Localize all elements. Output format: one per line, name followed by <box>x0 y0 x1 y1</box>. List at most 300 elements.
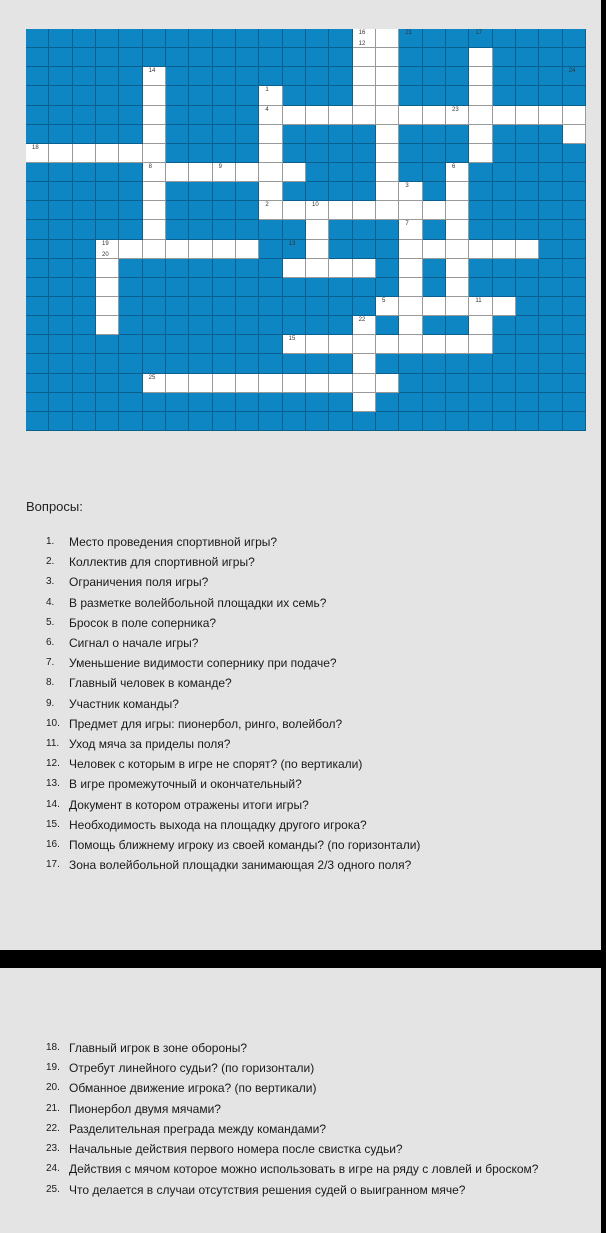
crossword-cell-empty[interactable] <box>236 374 259 393</box>
crossword-cell-blocked <box>563 393 586 412</box>
crossword-cell-blocked <box>423 393 446 412</box>
crossword-cell-blocked <box>119 297 142 316</box>
crossword-cell-empty[interactable] <box>423 201 446 220</box>
clue-number: 17 <box>475 30 483 36</box>
crossword-cell-empty[interactable] <box>446 297 469 316</box>
crossword-cell-empty[interactable] <box>259 163 282 182</box>
crossword-cell-blocked <box>49 163 72 182</box>
crossword-cell-blocked <box>213 125 236 144</box>
crossword-cell-blocked <box>189 86 212 105</box>
crossword-cell-empty[interactable] <box>469 144 492 163</box>
crossword-cell-blocked <box>213 220 236 239</box>
crossword-cell-empty[interactable] <box>353 67 376 86</box>
crossword-cell-blocked <box>283 220 306 239</box>
clue-number: 19 <box>102 240 109 247</box>
crossword-cell-empty[interactable] <box>306 240 329 259</box>
crossword-cell-empty[interactable] <box>376 144 399 163</box>
crossword-cell-blocked <box>236 335 259 354</box>
question-number: 7. <box>46 657 55 669</box>
crossword-cell-empty[interactable] <box>143 240 166 259</box>
crossword-cell-empty[interactable] <box>166 240 189 259</box>
crossword-cell-blocked <box>563 278 586 297</box>
crossword-cell-blocked <box>516 259 539 278</box>
question-number: 18. <box>46 1042 60 1053</box>
crossword-cell-empty[interactable] <box>283 259 306 278</box>
crossword-cell-empty[interactable] <box>73 144 96 163</box>
question-text: В разметке волейбольной площадки их семь? <box>69 595 327 610</box>
crossword-cell-blocked <box>446 125 469 144</box>
crossword-cell-blocked <box>399 374 422 393</box>
crossword-cell-blocked <box>49 201 72 220</box>
crossword-cell-empty[interactable] <box>399 182 422 201</box>
crossword-cell-empty[interactable] <box>143 163 166 182</box>
crossword-cell-blocked <box>213 393 236 412</box>
crossword-cell-empty[interactable] <box>376 163 399 182</box>
crossword-cell-blocked <box>423 86 446 105</box>
crossword-cell-empty[interactable] <box>399 240 422 259</box>
crossword-cell-empty[interactable] <box>376 48 399 67</box>
crossword-cell-blocked <box>516 393 539 412</box>
clue-number: 21 <box>405 30 413 36</box>
crossword-cell-empty[interactable] <box>96 144 119 163</box>
crossword-cell-blocked <box>236 220 259 239</box>
crossword-cell-empty[interactable] <box>306 259 329 278</box>
crossword-cell-empty[interactable] <box>376 182 399 201</box>
crossword-cell-empty[interactable] <box>353 374 376 393</box>
crossword-cell-blocked <box>493 374 516 393</box>
crossword-cell-blocked <box>236 297 259 316</box>
crossword-cell-empty[interactable] <box>119 240 142 259</box>
crossword-cell-blocked <box>259 316 282 335</box>
crossword-cell-empty[interactable] <box>143 106 166 125</box>
crossword-cell-blocked <box>306 29 329 48</box>
question-number: 17. <box>46 859 60 871</box>
crossword-cell-blocked <box>259 48 282 67</box>
crossword-cell-empty[interactable] <box>306 220 329 239</box>
crossword-cell-blocked <box>516 335 539 354</box>
crossword-cell-blocked <box>119 374 142 393</box>
crossword-cell-empty[interactable] <box>259 144 282 163</box>
crossword-cell-empty[interactable] <box>143 125 166 144</box>
crossword-cell-empty[interactable] <box>353 201 376 220</box>
crossword-cell-blocked <box>49 316 72 335</box>
crossword-cell-empty[interactable] <box>283 374 306 393</box>
crossword-cell-empty[interactable] <box>376 29 399 48</box>
question-text: Пионербол двумя мячами? <box>69 1101 221 1116</box>
crossword-cell-blocked <box>329 412 352 431</box>
crossword-cell-empty[interactable] <box>493 106 516 125</box>
crossword-cell-blocked <box>563 220 586 239</box>
crossword-cell-empty[interactable] <box>213 240 236 259</box>
crossword-cell-blocked <box>423 163 446 182</box>
crossword-cell-blocked <box>423 144 446 163</box>
crossword-cell-blocked <box>469 278 492 297</box>
crossword-cell-blocked <box>516 29 539 48</box>
crossword-cell-blocked <box>49 29 72 48</box>
crossword-cell-blocked <box>446 316 469 335</box>
crossword-cell-blocked <box>493 29 516 48</box>
question-item <box>46 734 420 754</box>
crossword-cell-blocked <box>329 182 352 201</box>
crossword-cell-empty[interactable] <box>259 201 282 220</box>
crossword-cell-empty[interactable] <box>446 335 469 354</box>
question-number: 8. <box>46 677 55 689</box>
crossword-cell-blocked <box>283 297 306 316</box>
crossword-cell-blocked <box>49 374 72 393</box>
crossword-cell-blocked <box>306 393 329 412</box>
crossword-cell-blocked <box>119 125 142 144</box>
crossword-cell-empty[interactable] <box>166 163 189 182</box>
crossword-cell-blocked <box>329 29 352 48</box>
question-item <box>46 593 420 613</box>
crossword-cell-empty[interactable] <box>119 144 142 163</box>
crossword-cell-empty[interactable] <box>353 106 376 125</box>
question-number: 21. <box>46 1102 60 1114</box>
crossword-cell-empty[interactable] <box>143 86 166 105</box>
crossword-cell-empty[interactable] <box>259 86 282 105</box>
question-number: 16. <box>46 839 60 851</box>
crossword-cell-empty[interactable] <box>423 240 446 259</box>
crossword-cell-blocked <box>399 67 422 86</box>
question-text: Ограничения поля игры? <box>69 575 209 590</box>
crossword-cell-blocked <box>259 67 282 86</box>
crossword-cell-empty[interactable] <box>283 163 306 182</box>
crossword-cell-blocked <box>516 278 539 297</box>
crossword-cell-empty[interactable] <box>376 374 399 393</box>
crossword-cell-blocked <box>353 278 376 297</box>
crossword-cell-blocked <box>399 48 422 67</box>
crossword-cell-empty[interactable] <box>376 86 399 105</box>
crossword-cell-empty[interactable] <box>446 259 469 278</box>
crossword-cell-blocked <box>73 240 96 259</box>
crossword-cell-blocked <box>26 412 49 431</box>
question-number: 9. <box>46 697 55 709</box>
question-number: 4. <box>46 596 55 608</box>
crossword-cell-empty[interactable] <box>353 335 376 354</box>
crossword-cell-blocked <box>166 412 189 431</box>
crossword-cell-empty[interactable] <box>96 316 119 335</box>
crossword-cell-empty[interactable] <box>96 278 119 297</box>
crossword-cell-blocked <box>539 259 562 278</box>
crossword-cell-blocked <box>283 48 306 67</box>
crossword-cell-blocked <box>26 297 49 316</box>
crossword-cell-empty[interactable] <box>399 106 422 125</box>
crossword-cell-blocked <box>376 240 399 259</box>
crossword-cell-blocked <box>236 86 259 105</box>
crossword-cell-blocked <box>283 393 306 412</box>
question-text: Документ в котором отражены итоги игры? <box>69 797 309 812</box>
crossword-cell-blocked <box>26 335 49 354</box>
question-text: Обманное движение игрока? (по вертикали) <box>69 1081 317 1096</box>
crossword-cell-empty[interactable] <box>516 106 539 125</box>
crossword-cell-blocked <box>96 201 119 220</box>
crossword-cell-empty[interactable] <box>259 182 282 201</box>
question-number: 23. <box>46 1143 60 1155</box>
crossword-cell-blocked <box>96 163 119 182</box>
crossword-cell-empty[interactable] <box>259 374 282 393</box>
crossword-cell-empty[interactable] <box>353 354 376 373</box>
crossword-cell-empty[interactable] <box>469 86 492 105</box>
crossword-cell-empty[interactable] <box>446 201 469 220</box>
crossword-cell-blocked <box>119 412 142 431</box>
clue-number: 3 <box>405 183 409 190</box>
crossword-cell-blocked <box>329 163 352 182</box>
crossword-cell-blocked <box>563 297 586 316</box>
crossword-cell-blocked <box>73 67 96 86</box>
crossword-cell-empty[interactable] <box>213 163 236 182</box>
crossword-cell-blocked <box>516 412 539 431</box>
crossword-cell-empty[interactable] <box>376 125 399 144</box>
crossword-cell-blocked <box>166 393 189 412</box>
crossword-cell-blocked <box>26 354 49 373</box>
question-number: 3. <box>46 576 55 588</box>
crossword-cell-empty[interactable] <box>376 297 399 316</box>
crossword-cell-blocked <box>119 29 142 48</box>
crossword-cell-empty[interactable] <box>376 335 399 354</box>
crossword-cell-blocked <box>189 201 212 220</box>
crossword-grid <box>26 29 586 431</box>
crossword-cell-empty[interactable] <box>469 335 492 354</box>
crossword-cell-blocked <box>26 29 49 48</box>
crossword-cell-blocked <box>283 125 306 144</box>
crossword-cell-blocked <box>236 201 259 220</box>
crossword-cell-blocked <box>539 144 562 163</box>
crossword-cell-blocked <box>143 412 166 431</box>
crossword-cell-blocked <box>73 48 96 67</box>
crossword-cell-empty[interactable] <box>446 163 469 182</box>
crossword-cell-empty[interactable] <box>399 297 422 316</box>
crossword-cell-blocked <box>306 67 329 86</box>
crossword-cell-empty[interactable] <box>446 182 469 201</box>
crossword-cell-blocked <box>306 125 329 144</box>
crossword-cell-blocked <box>376 354 399 373</box>
crossword-cell-blocked <box>259 354 282 373</box>
crossword-cell-blocked <box>166 144 189 163</box>
crossword-cell-blocked <box>49 259 72 278</box>
crossword-cell-blocked <box>493 163 516 182</box>
crossword-cell-blocked <box>446 67 469 86</box>
crossword-cell-empty[interactable] <box>469 106 492 125</box>
crossword-cell-blocked <box>189 354 212 373</box>
crossword-cell-empty[interactable] <box>236 163 259 182</box>
crossword-cell-empty[interactable] <box>376 201 399 220</box>
crossword-cell-blocked <box>423 278 446 297</box>
question-text: Необходимость выхода на площадку другого игрока? <box>69 817 367 832</box>
crossword-cell-blocked <box>96 335 119 354</box>
crossword-cell-empty[interactable] <box>399 201 422 220</box>
crossword-cell-empty[interactable] <box>166 374 189 393</box>
crossword-cell-empty[interactable] <box>399 316 422 335</box>
crossword-cell-empty[interactable] <box>143 220 166 239</box>
crossword-cell-blocked <box>259 259 282 278</box>
crossword-cell-blocked <box>236 278 259 297</box>
crossword-cell-empty[interactable] <box>423 335 446 354</box>
crossword-cell-empty[interactable] <box>469 48 492 67</box>
crossword-cell-empty[interactable] <box>329 106 352 125</box>
crossword-cell-blocked <box>213 412 236 431</box>
crossword-cell-blocked <box>563 182 586 201</box>
crossword-cell-blocked <box>96 29 119 48</box>
crossword-cell-blocked <box>399 412 422 431</box>
crossword-cell-blocked <box>49 106 72 125</box>
crossword-cell-empty[interactable] <box>563 106 586 125</box>
crossword-cell-empty[interactable] <box>329 374 352 393</box>
question-text: Бросок в поле соперника? <box>69 615 217 630</box>
crossword-cell-empty[interactable] <box>306 106 329 125</box>
crossword-cell-blocked <box>493 67 516 86</box>
crossword-cell-empty[interactable] <box>399 335 422 354</box>
crossword-cell-blocked <box>353 144 376 163</box>
crossword-cell-blocked <box>423 412 446 431</box>
crossword-cell-blocked <box>49 67 72 86</box>
crossword-cell-blocked <box>446 86 469 105</box>
crossword-cell-empty[interactable] <box>493 297 516 316</box>
question-text: Участник команды? <box>69 696 179 711</box>
crossword-cell-blocked <box>329 393 352 412</box>
crossword-cell-blocked <box>119 316 142 335</box>
crossword-cell-empty[interactable] <box>213 374 236 393</box>
crossword-cell-blocked <box>189 144 212 163</box>
crossword-cell-blocked <box>166 125 189 144</box>
clue-number: 11 <box>475 298 482 304</box>
crossword-cell-empty[interactable] <box>329 259 352 278</box>
crossword-cell-empty[interactable] <box>189 240 212 259</box>
crossword-cell-blocked <box>376 316 399 335</box>
crossword-cell-empty[interactable] <box>353 86 376 105</box>
clue-number: 22 <box>358 317 366 324</box>
crossword-cell-empty[interactable] <box>236 240 259 259</box>
crossword-cell-empty[interactable] <box>306 335 329 354</box>
clue-number: 12 <box>358 41 366 47</box>
crossword-cell-empty[interactable] <box>376 67 399 86</box>
crossword-cell-blocked <box>26 125 49 144</box>
crossword-cell-blocked <box>516 48 539 67</box>
crossword-cell-empty[interactable] <box>446 220 469 239</box>
crossword-cell-blocked <box>213 335 236 354</box>
crossword-cell-empty[interactable] <box>143 201 166 220</box>
crossword-cell-blocked <box>49 240 72 259</box>
question-item <box>46 1119 539 1139</box>
crossword-cell-empty[interactable] <box>96 297 119 316</box>
crossword-cell-empty[interactable] <box>353 48 376 67</box>
crossword-cell-empty[interactable] <box>399 220 422 239</box>
question-item <box>46 714 420 734</box>
crossword-cell-blocked <box>236 316 259 335</box>
crossword-cell-blocked <box>73 259 96 278</box>
crossword-cell-blocked <box>166 335 189 354</box>
crossword-cell-empty[interactable] <box>329 335 352 354</box>
crossword-cell-blocked <box>399 144 422 163</box>
crossword-cell-blocked <box>259 335 282 354</box>
crossword-cell-empty[interactable] <box>469 125 492 144</box>
crossword-cell-blocked <box>119 278 142 297</box>
crossword-cell-empty[interactable] <box>353 259 376 278</box>
crossword-cell-blocked <box>563 144 586 163</box>
crossword-cell-empty[interactable] <box>493 240 516 259</box>
crossword-cell-empty[interactable] <box>96 259 119 278</box>
crossword-cell-empty[interactable] <box>516 240 539 259</box>
crossword-cell-blocked <box>73 393 96 412</box>
crossword-cell-empty[interactable] <box>189 163 212 182</box>
crossword-cell-empty[interactable] <box>469 67 492 86</box>
crossword-cell-blocked <box>166 278 189 297</box>
clue-number: 5 <box>382 298 386 304</box>
crossword-cell-empty[interactable] <box>399 259 422 278</box>
crossword-cell-empty[interactable] <box>423 297 446 316</box>
crossword-cell-empty[interactable] <box>143 182 166 201</box>
crossword-cell-empty[interactable] <box>259 125 282 144</box>
crossword-cell-blocked <box>493 393 516 412</box>
crossword-cell-empty[interactable] <box>469 240 492 259</box>
crossword-cell-empty[interactable] <box>143 144 166 163</box>
crossword-cell-blocked <box>73 374 96 393</box>
crossword-cell-blocked <box>119 393 142 412</box>
crossword-cell-empty[interactable] <box>376 106 399 125</box>
crossword-cell-blocked <box>563 163 586 182</box>
crossword-cell-blocked <box>516 86 539 105</box>
crossword-cell-blocked <box>26 86 49 105</box>
crossword-cell-empty[interactable] <box>189 374 212 393</box>
crossword-cell-blocked <box>329 297 352 316</box>
crossword-cell-blocked <box>143 297 166 316</box>
crossword-cell-empty[interactable] <box>49 144 72 163</box>
crossword-cell-blocked <box>213 29 236 48</box>
crossword-cell-blocked <box>96 182 119 201</box>
crossword-cell-blocked <box>376 259 399 278</box>
crossword-cell-empty[interactable] <box>329 201 352 220</box>
crossword-cell-blocked <box>119 354 142 373</box>
crossword-cell-blocked <box>26 259 49 278</box>
crossword-cell-empty[interactable] <box>563 125 586 144</box>
crossword-cell-blocked <box>96 67 119 86</box>
crossword-cell-empty[interactable] <box>469 316 492 335</box>
crossword-cell-empty[interactable] <box>353 393 376 412</box>
crossword-cell-blocked <box>73 106 96 125</box>
crossword-cell-blocked <box>236 125 259 144</box>
crossword-cell-blocked <box>213 48 236 67</box>
crossword-cell-empty[interactable] <box>539 106 562 125</box>
crossword-cell-blocked <box>96 220 119 239</box>
crossword-cell-empty[interactable] <box>306 374 329 393</box>
crossword-cell-blocked <box>26 393 49 412</box>
crossword-cell-empty[interactable] <box>446 240 469 259</box>
crossword-cell-blocked <box>259 220 282 239</box>
questions-list-part1 <box>46 532 420 875</box>
question-item <box>46 795 420 815</box>
question-text: Зона волейбольной площадки занимающая 2/3 одного поля? <box>69 858 412 873</box>
crossword-cell-blocked <box>166 201 189 220</box>
crossword-cell-blocked <box>73 86 96 105</box>
crossword-cell-blocked <box>399 354 422 373</box>
question-number: 1. <box>46 536 55 547</box>
crossword-cell-blocked <box>189 412 212 431</box>
crossword-cell-blocked <box>306 144 329 163</box>
crossword-cell-blocked <box>283 67 306 86</box>
crossword-cell-blocked <box>96 412 119 431</box>
crossword-cell-blocked <box>563 86 586 105</box>
crossword-cell-empty[interactable] <box>423 106 446 125</box>
crossword-cell-empty[interactable] <box>446 278 469 297</box>
crossword-cell-empty[interactable] <box>399 278 422 297</box>
crossword-cell-blocked <box>516 182 539 201</box>
crossword-cell-blocked <box>329 48 352 67</box>
crossword-cell-empty[interactable] <box>283 106 306 125</box>
crossword-cell-empty[interactable] <box>259 106 282 125</box>
question-text: Отребут линейного судьи? (по горизонтали) <box>69 1061 315 1076</box>
crossword-cell-blocked <box>563 240 586 259</box>
crossword-cell-empty[interactable] <box>283 201 306 220</box>
crossword-cell-blocked <box>96 374 119 393</box>
